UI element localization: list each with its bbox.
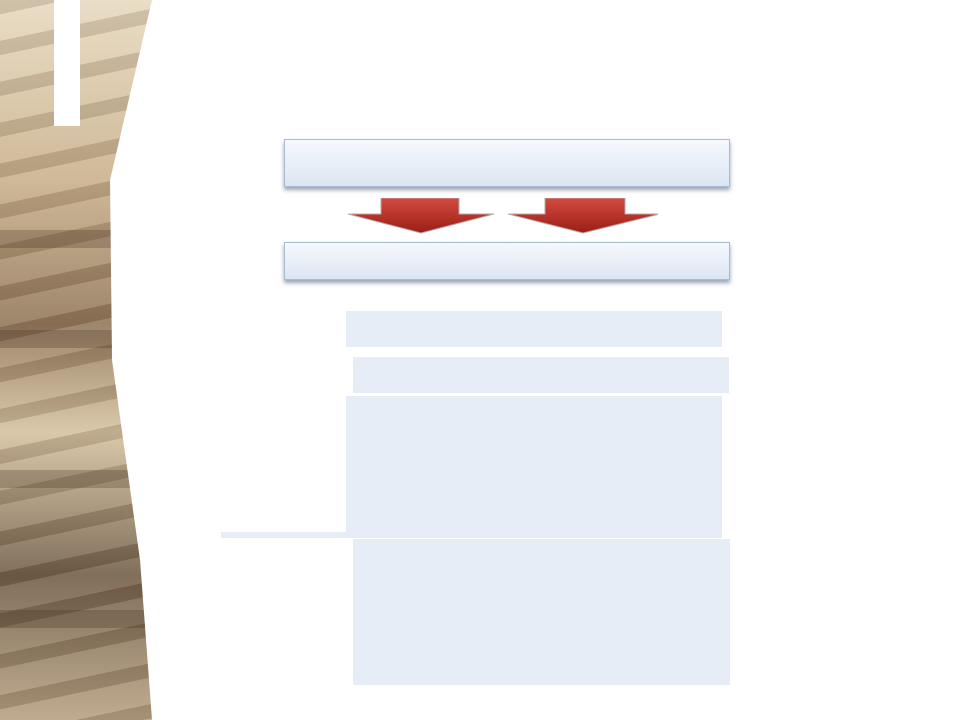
vertical-overflow-text: [54, 0, 94, 715]
attestat-box: [353, 539, 730, 685]
subject-math-box: [353, 357, 729, 393]
arrow-down-right-icon: [508, 198, 658, 234]
elective-subjects-box: [346, 396, 722, 538]
subject-russian-label: [346, 311, 722, 347]
subject-math-label: [353, 357, 729, 393]
mandatory-subjects-header: [284, 242, 730, 280]
year-box: [284, 139, 730, 187]
subject-russian-box: [346, 311, 722, 347]
arrow-down-left-icon: [346, 198, 496, 234]
